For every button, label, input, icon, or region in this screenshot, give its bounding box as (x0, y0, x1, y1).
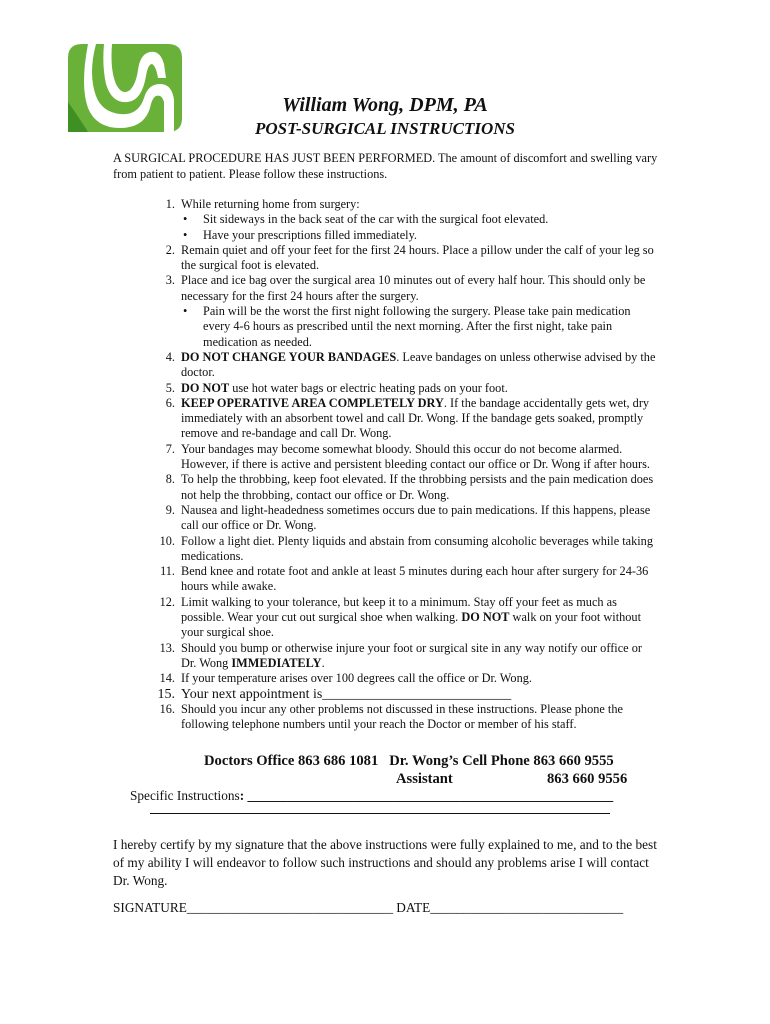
page-title: POST-SURGICAL INSTRUCTIONS (255, 119, 515, 138)
bullet-item: • Pain will be the worst the first night following the surgery. Please take pain medication every 4-6 hours as prescribed until the next morning. After the first night, take pain medication as needed. (181, 304, 658, 350)
signature-row (113, 900, 623, 916)
list-item: 14. If your temperature arises over 100 degrees call the office or Dr. Wong. (159, 671, 532, 686)
assistant-label: Assistant (396, 771, 453, 787)
list-item: 1. While returning home from surgery: • Sit sideways in the back seat of the car with the surgical foot elevated. • Have your prescriptions filled immediately. (113, 197, 658, 243)
date-label: DATE (392, 900, 431, 915)
list-item: 8. To help the throbbing, keep foot elevated. If the throbbing persists and the pain medication does not help the throbbing, contact our office or Dr. Wong. (165, 472, 654, 502)
list-item: 13. Should you bump or otherwise injure your foot or surgical site in any way notify our office or Dr. Wong IMMEDIATELY. (159, 640, 642, 670)
assistant-phone: 863 660 9556 (547, 771, 628, 787)
practice-name: William Wong, DPM, PA (282, 94, 488, 116)
list-item: 12. Limit walking to your tolerance, but keep it to a minimum. Stay off your feet as much as possible. Wear your cut out surgical shoe when walking. DO NOT walk on your foot without your surgical shoe. (159, 594, 641, 640)
list-item: 2. Remain quiet and off your feet for the first 24 hours. Place a pillow under the calf of your leg so the surgical foot is elevated. (165, 242, 654, 273)
list-item: 9. Nausea and light-headedness sometimes occurs due to pain medications. If this happens, please call our office or Dr. Wong. (165, 502, 651, 533)
list-item: 6. KEEP OPERATIVE AREA COMPLETELY DRY. If the bandage accidentally gets wet, dry immediately with an absorbent towel and call Dr. Wong. If the bandage gets soaked, promptly remove and re-bandage and call Dr. Wong. (165, 395, 650, 441)
contact-numbers (204, 752, 627, 788)
list-item: 4. DO NOT CHANGE YOUR BANDAGES. Leave bandages on unless otherwise advised by the doctor. (165, 349, 656, 380)
office-phone: Doctors Office 863 686 1081 (204, 753, 379, 769)
list-item: 11. Bend knee and rotate foot and ankle at least 5 minutes during each hour after surgery for 24-36 hours while awake. (160, 564, 649, 594)
specific-instructions: Specific Instructions: _______________________________________________________ (130, 788, 614, 803)
specific-instructions-line[interactable] (150, 813, 610, 814)
bullet-item: • Have your prescriptions filled immediately. (181, 228, 658, 243)
list-item: 10. Follow a light diet. Plenty liquids and abstain from consuming alcoholic beverages while taking medications. (159, 533, 653, 563)
instruction-list (113, 197, 658, 732)
list-item: 3. Place and ice bag over the surgical area 10 minutes out of every half hour. This should only be necessary for the first 24 hours after the surgery. • Pain will be the worst the first night following the surgery. Please take pain medication every 4-6 hours as prescribed until the next morning. After the first night, take pain medication as needed. (113, 273, 658, 349)
specific-instructions-blank[interactable]: : _______________________________________________________ (239, 788, 614, 803)
list-item: 16. Should you incur any other problems not discussed in these instructions. Please phone the following telephone numbers until your reach the Doctor or member of his staff. (159, 701, 623, 732)
appointment-item: 15. Your next appointment is___________________________ (157, 686, 512, 702)
signature-field[interactable]: _______________________________ (186, 900, 393, 915)
list-item: 7. Your bandages may become somewhat bloody. Should this occur do not become alarmed. However, if there is active and persistent bleeding contact our office or Dr. Wong if after hours. (165, 441, 650, 472)
signature-label: SIGNATURE (113, 900, 187, 915)
intro-text: A SURGICAL PROCEDURE HAS JUST BEEN PERFORMED. The amount of discomfort and swelling vary from patient to patient. Please follow these instructions. (113, 151, 658, 181)
cell-phone: Dr. Wong’s Cell Phone 863 660 9555 (389, 753, 614, 769)
bullet-item: • Sit sideways in the back seat of the car with the surgical foot elevated. (181, 212, 658, 227)
list-item: 5. DO NOT use hot water bags or electric heating pads on your foot. (165, 380, 508, 395)
date-field[interactable]: _____________________________ (430, 900, 624, 915)
certification-text: I hereby certify by my signature that the above instructions were fully explained to me, and to the best of my ability I will endeavor to follow such instructions and should any problems arise I will contact Dr. Wong. (113, 837, 657, 888)
